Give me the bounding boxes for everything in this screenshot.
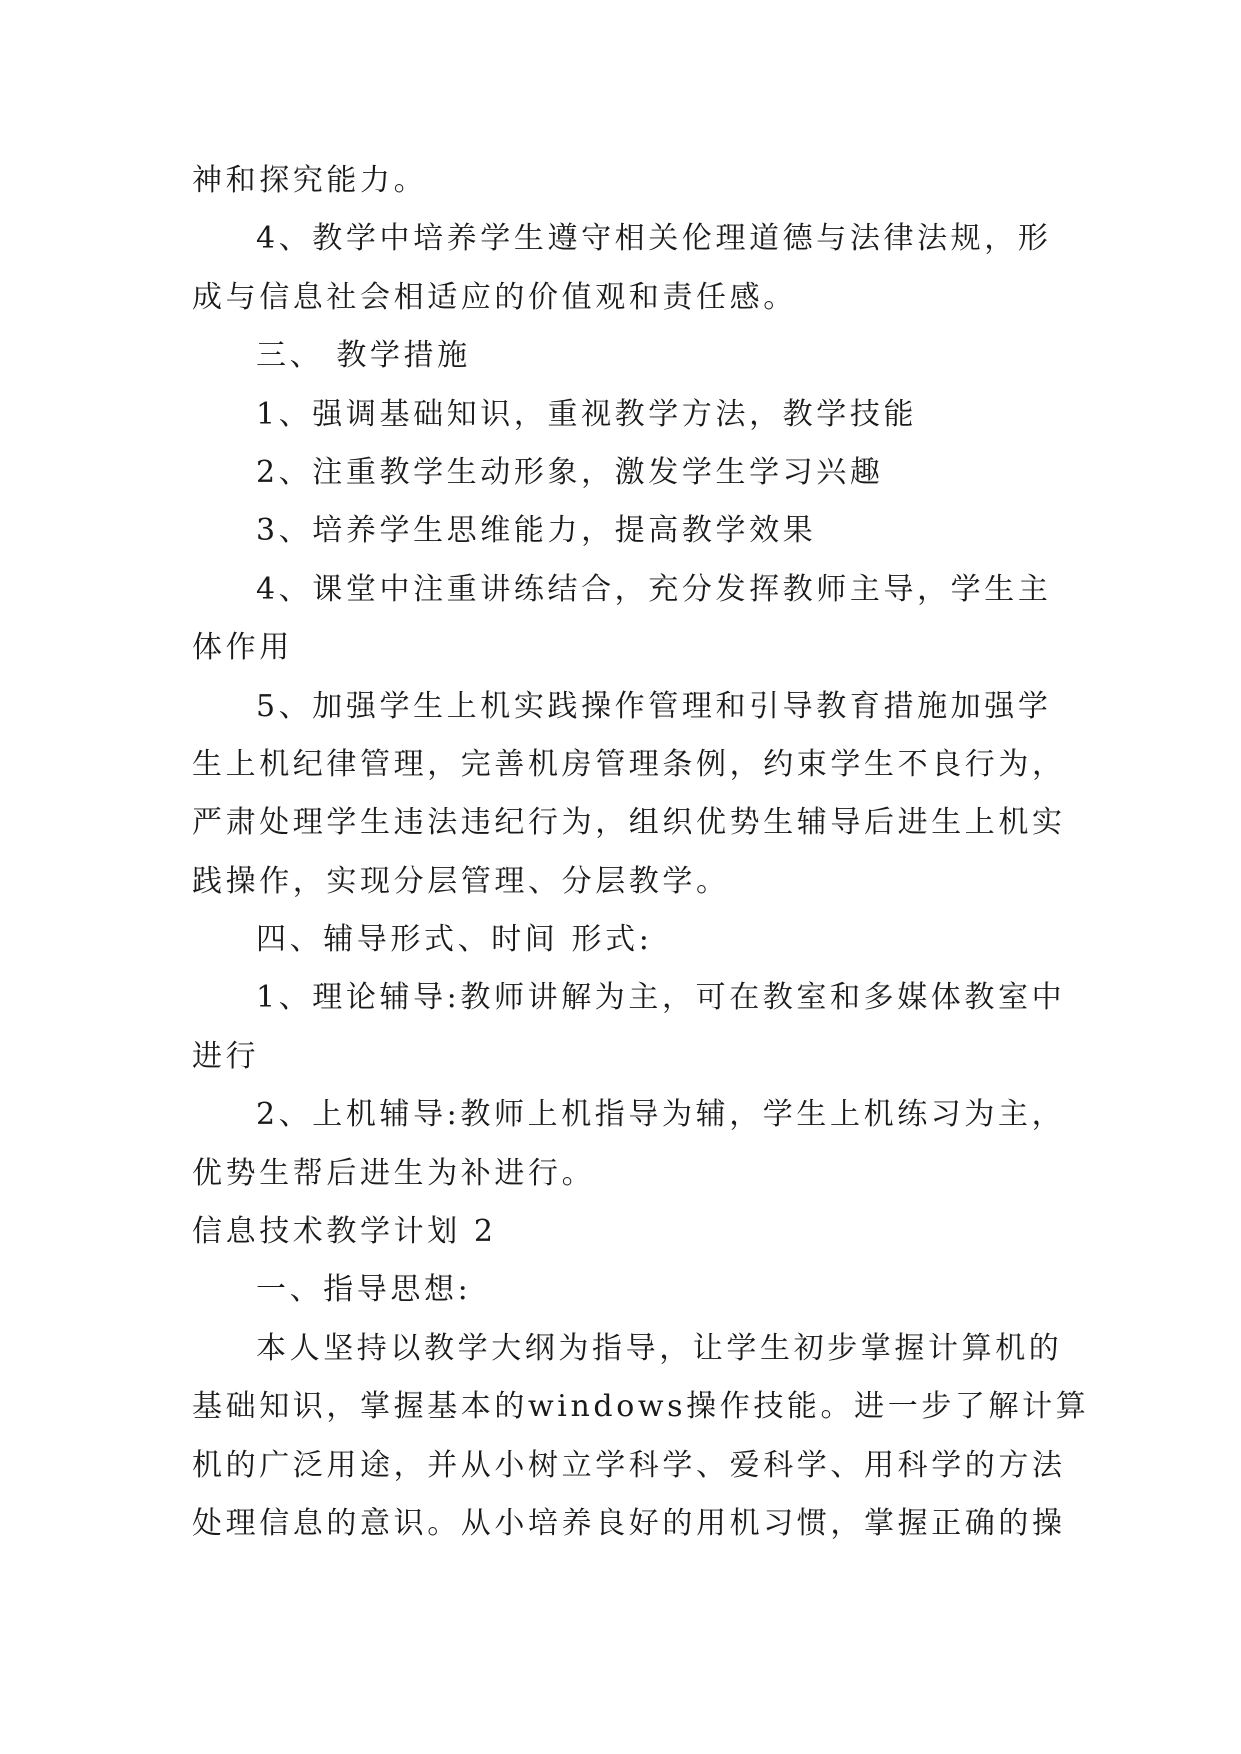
text-line: 4、教学中培养学生遵守相关伦理道德与法律法规，形 — [256, 221, 1052, 257]
text-line: 四、辅导形式、时间 形式: — [256, 922, 653, 958]
text-line: 成与信息社会相适应的价值观和责任感。 — [192, 279, 797, 315]
text-line: 生上机纪律管理，完善机房管理条例，约束学生不良行为， — [192, 746, 1066, 782]
text-line: 进行 — [192, 1038, 260, 1074]
text-line: 3、培养学生思维能力，提高教学效果 — [256, 513, 817, 549]
text-line: 4、课堂中注重讲练结合，充分发挥教师主导，学生主 — [256, 571, 1052, 607]
text-line: 一、指导思想: — [256, 1272, 472, 1308]
text-line: 优势生帮后进生为补进行。 — [192, 1155, 596, 1191]
text-line: 严肃处理学生违法违纪行为，组织优势生辅导后进生上机实 — [192, 805, 1066, 841]
text-line: 神和探究能力。 — [192, 163, 428, 198]
text-line: 践操作，实现分层管理、分层教学。 — [192, 863, 730, 899]
text-line: 处理信息的意识。从小培养良好的用机习惯，掌握正确的操 — [192, 1505, 1066, 1541]
text-line: 机的广泛用途，并从小树立学科学、爱科学、用科学的方法 — [192, 1447, 1066, 1483]
text-line: 1、理论辅导:教师讲解为主，可在教室和多媒体教室中 — [256, 980, 1066, 1016]
text-line: 本人坚持以教学大纲为指导，让学生初步掌握计算机的 — [256, 1330, 1063, 1366]
text-line: 5、加强学生上机实践操作管理和引导教育措施加强学 — [256, 688, 1052, 724]
text-line: 2、上机辅导:教师上机指导为辅，学生上机练习为主， — [256, 1097, 1066, 1133]
text-line: 基础知识，掌握基本的windows操作技能。进一步了解计算 — [192, 1389, 1090, 1425]
text-line: 体作用 — [192, 630, 293, 666]
text-line: 三、 教学措施 — [256, 338, 471, 374]
document-body — [192, 152, 1090, 1553]
text-line: 1、强调基础知识，重视教学方法，教学技能 — [256, 396, 918, 432]
text-line: 2、注重教学生动形象，激发学生学习兴趣 — [256, 454, 884, 490]
text-line: 信息技术教学计划 2 — [192, 1214, 497, 1250]
